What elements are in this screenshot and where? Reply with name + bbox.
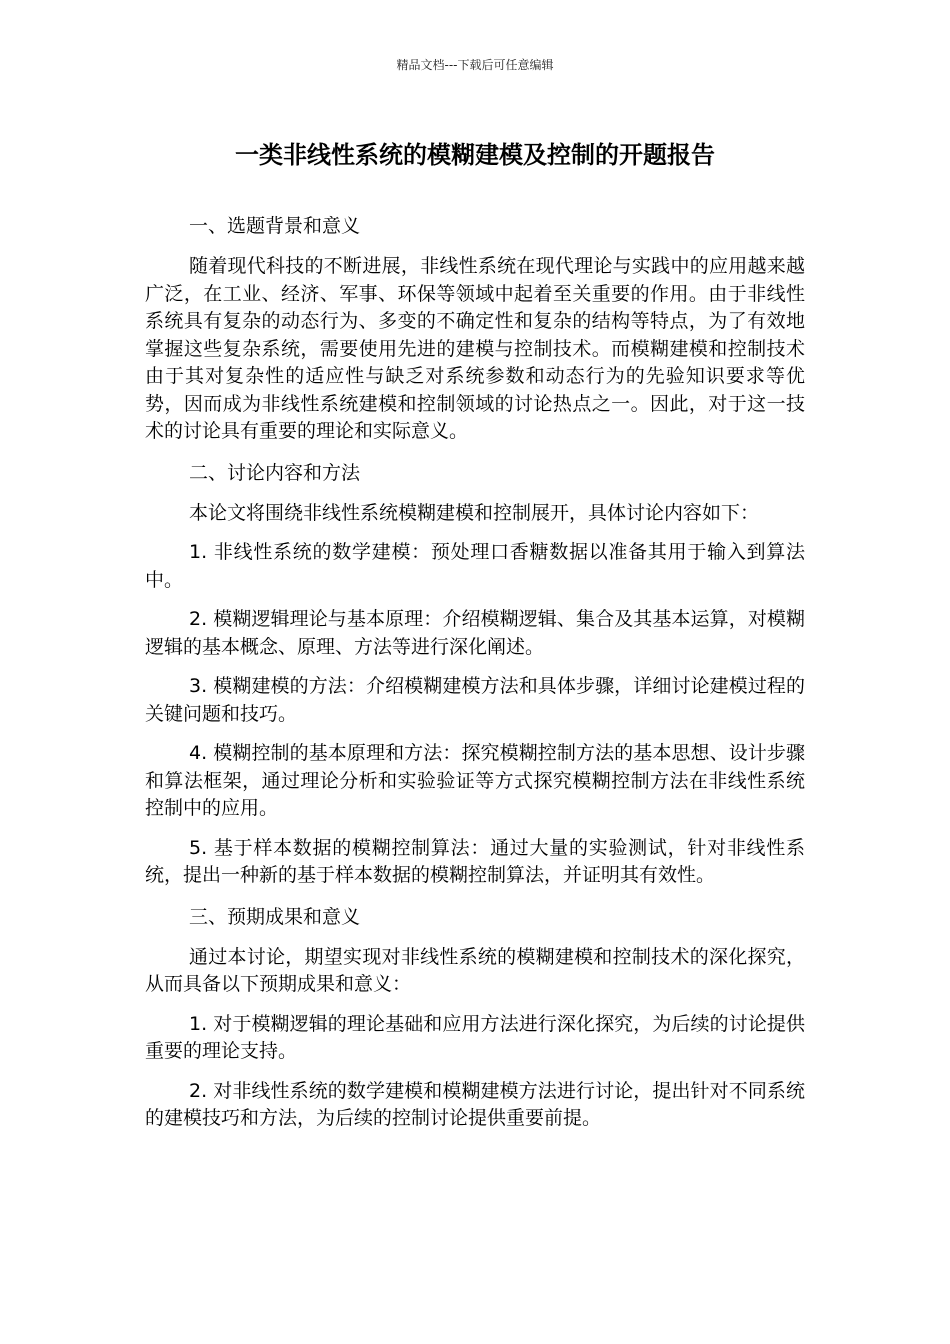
section-background [145,211,805,446]
document-body [145,211,805,1145]
list-item: 2. 对非线性系统的数学建模和模糊建模方法进行讨论，提出针对不同系统的建模技巧和方法，为后续的控制讨论提供重要前提。 [145,1079,805,1129]
list-item: 5. 基于样本数据的模糊控制算法：通过大量的实验测试，针对非线性系统，提出一种新的基于样本数据的模糊控制算法，并证明其有效性。 [145,836,805,886]
paragraph: 随着现代科技的不断进展，非线性系统在现代理论与实践中的应用越来越广泛，在工业、经济、军事、环保等领域中起着至关重要的作用。由于非线性系统具有复杂的动态行为、多变的不确定性和复杂的结构等特点，为了有效地掌握这些复杂系统，需要使用先进的建模与控制技术。而模糊建模和控制技术由于其对复杂性的适应性与缺乏对系统参数和动态行为的先验知识要求等优势，因而成为非线性系统建模和控制领域的讨论热点之一。因此，对于这一技术的讨论具有重要的理论和实际意义。 [145,255,805,442]
section-expected-results [145,902,805,1133]
paragraph: 本论文将围绕非线性系统模糊建模和控制展开，具体讨论内容如下： [189,501,760,524]
section-heading: 三、预期成果和意义 [189,905,361,928]
section-research-content [145,458,805,890]
section-heading: 二、讨论内容和方法 [189,461,361,484]
list-item: 4. 模糊控制的基本原理和方法：探究模糊控制方法的基本思想、设计步骤和算法框架，通过理论分析和实验验证等方式探究模糊控制方法在非线性系统控制中的应用。 [145,742,805,819]
list-item: 1. 对于模糊逻辑的理论基础和应用方法进行深化探究，为后续的讨论提供重要的理论支持。 [145,1012,805,1062]
section-heading: 一、选题背景和意义 [189,215,361,237]
list-item: 2. 模糊逻辑理论与基本原理：介绍模糊逻辑、集合及其基本运算，对模糊逻辑的基本概念、原理、方法等进行深化阐述。 [145,608,805,658]
list-item: 1. 非线性系统的数学建模：预处理口香糖数据以准备其用于输入到算法中。 [145,541,805,591]
page-header: 精品文档---下载后可任意编辑 [396,58,554,72]
list-item: 3. 模糊建模的方法：介绍模糊建模方法和具体步骤，详细讨论建模过程的关键问题和技巧。 [145,675,805,725]
document-title: 一类非线性系统的模糊建模及控制的开题报告 [235,141,715,169]
paragraph: 通过本讨论，期望实现对非线性系统的模糊建模和控制技术的深化探究，从而具备以下预期成果和意义： [145,945,805,995]
